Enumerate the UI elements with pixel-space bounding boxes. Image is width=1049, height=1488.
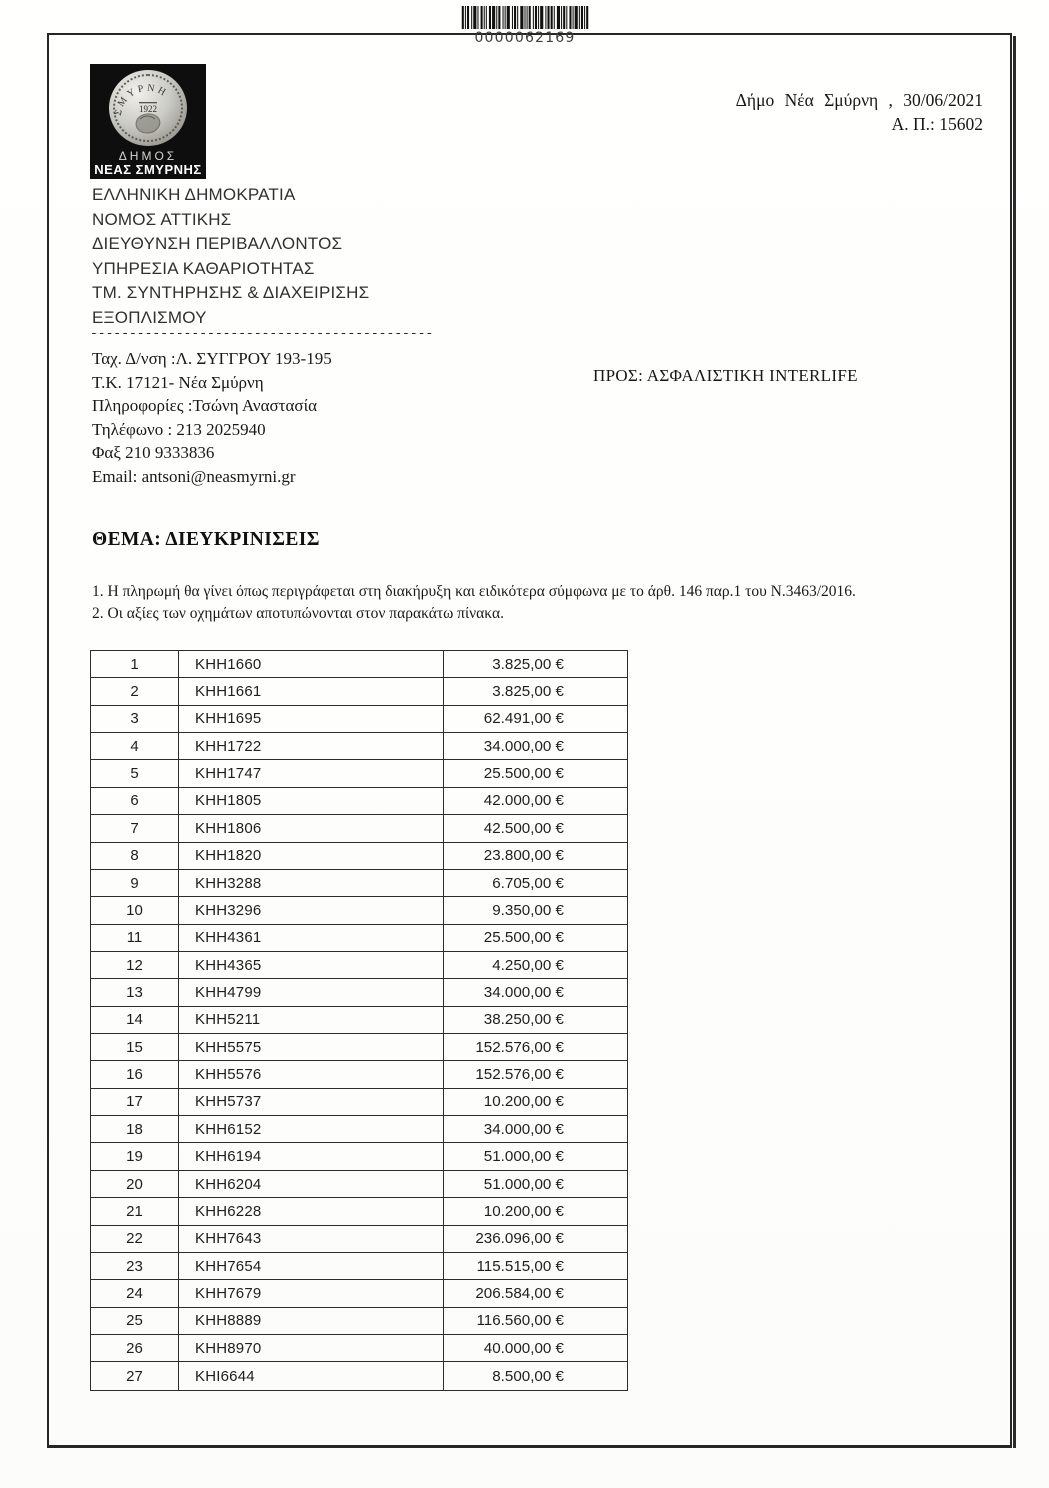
value-cell: 152.576,00 € bbox=[475, 1066, 564, 1084]
plate-cell: ΚΗΗ6194 bbox=[179, 1143, 444, 1169]
recipient-line: ΠΡΟΣ: ΑΣΦΑΛΙΣΤΙΚΗ INTERLIFE bbox=[593, 366, 858, 385]
row-number-cell: 3 bbox=[91, 706, 179, 732]
value-cell: 42.000,00 € bbox=[483, 792, 564, 810]
row-number-cell: 10 bbox=[91, 897, 179, 923]
value-cell: 3.825,00 € bbox=[492, 683, 564, 701]
barcode-graphic bbox=[461, 6, 589, 29]
value-cell: 116.560,00 € bbox=[476, 1312, 564, 1330]
value-cell: 42.500,00 € bbox=[483, 819, 564, 837]
value-cell: 40.000,00 € bbox=[483, 1339, 564, 1357]
table-row bbox=[91, 1280, 627, 1307]
plate-cell: ΚΗΗ6152 bbox=[179, 1116, 444, 1142]
department-line: ΝΟΜΟΣ ΑΤΤΙΚΗΣ bbox=[92, 209, 232, 229]
row-number-cell: 16 bbox=[91, 1061, 179, 1087]
plate-cell: ΚΗΗ8889 bbox=[179, 1308, 444, 1334]
contact-line: Email: antsoni@neasmyrni.gr bbox=[92, 466, 296, 486]
row-number-cell: 9 bbox=[91, 870, 179, 896]
table-row bbox=[91, 1171, 627, 1198]
protocol-number: Α. Π.: 15602 bbox=[891, 114, 983, 134]
plate-cell: ΚΗΗ1722 bbox=[179, 733, 444, 759]
table-row bbox=[91, 870, 627, 897]
page-scan-edge bbox=[1013, 36, 1016, 1448]
coin-year: 1922 bbox=[139, 104, 157, 114]
row-number-cell: 17 bbox=[91, 1089, 179, 1115]
table-row bbox=[91, 1089, 627, 1116]
row-number-cell: 20 bbox=[91, 1171, 179, 1197]
table-row bbox=[91, 760, 627, 787]
table-row bbox=[91, 678, 627, 705]
value-cell: 115.515,00 € bbox=[476, 1257, 564, 1275]
table-row bbox=[91, 843, 627, 870]
plate-cell: ΚΗΗ1747 bbox=[179, 760, 444, 786]
row-number-cell: 12 bbox=[91, 952, 179, 978]
plate-cell: ΚΗΗ4365 bbox=[179, 952, 444, 978]
table-row bbox=[91, 979, 627, 1006]
contact-line: Τηλέφωνο : 213 2025940 bbox=[92, 419, 266, 439]
department-line: ΥΠΗΡΕΣΙΑ ΚΑΘΑΡΙΟΤΗΤΑΣ bbox=[92, 258, 315, 278]
value-cell: 51.000,00 € bbox=[483, 1175, 564, 1193]
clarification-point: 2. Οι αξίες των οχημάτων αποτυπώνονται στον παρακάτω πίνακα. bbox=[92, 604, 504, 622]
row-number-cell: 8 bbox=[91, 843, 179, 869]
department-line: ΤΜ. ΣΥΝΤΗΡΗΣΗΣ & ΔΙΑΧΕΙΡΙΣΗΣ bbox=[92, 283, 370, 303]
contact-line: Πληροφορίες :Τσώνη Αναστασία bbox=[92, 396, 318, 416]
clarification-point: 1. Η πληρωμή θα γίνει όπως περιγράφεται στη διακήρυξη και ειδικότερα σύμφωνα με το άρθ. 146 παρ.1 του Ν.3463/2016. bbox=[92, 583, 856, 600]
plate-cell: ΚΗΗ7679 bbox=[179, 1280, 444, 1306]
plate-cell: ΚΗΗ4361 bbox=[179, 925, 444, 951]
department-block bbox=[92, 183, 369, 331]
date-line: Δήμο Νέα Σμύρνη , 30/06/2021 bbox=[735, 90, 983, 110]
value-cell: 23.800,00 € bbox=[483, 847, 564, 865]
table-row bbox=[91, 815, 627, 842]
row-number-cell: 6 bbox=[91, 788, 179, 814]
plate-cell: ΚΗΗ5737 bbox=[179, 1089, 444, 1115]
contact-line: Τ.Κ. 17121- Νέα Σμύρνη bbox=[92, 372, 264, 392]
plate-cell: ΚΗΗ1820 bbox=[179, 843, 444, 869]
value-cell: 62.491,00 € bbox=[483, 710, 564, 728]
row-number-cell: 5 bbox=[91, 760, 179, 786]
plate-cell: ΚΗΗ4799 bbox=[179, 979, 444, 1005]
row-number-cell: 2 bbox=[91, 678, 179, 704]
plate-cell: ΚΗΗ1660 bbox=[179, 651, 444, 677]
contact-line: Ταχ. Δ/νση :Λ. ΣΥΓΓΡΟΥ 193-195 bbox=[92, 349, 332, 368]
plate-cell: ΚΗΗ8970 bbox=[179, 1335, 444, 1361]
value-cell: 38.250,00 € bbox=[483, 1011, 564, 1029]
row-number-cell: 7 bbox=[91, 815, 179, 841]
value-cell: 4.250,00 € bbox=[492, 956, 564, 974]
logo-text-dimos: ΔΗΜΟΣ bbox=[118, 149, 178, 163]
table-row bbox=[91, 1007, 627, 1034]
plate-cell: ΚΗΗ5576 bbox=[179, 1061, 444, 1087]
municipality-logo bbox=[90, 64, 206, 179]
barcode-number: 0000062169 bbox=[474, 30, 576, 46]
value-cell: 34.000,00 € bbox=[483, 983, 564, 1001]
value-cell: 25.500,00 € bbox=[483, 765, 564, 783]
table-row bbox=[91, 651, 627, 678]
table-row bbox=[91, 733, 627, 760]
row-number-cell: 11 bbox=[91, 925, 179, 951]
plate-cell: ΚΗΗ1661 bbox=[179, 678, 444, 704]
plate-cell: ΚΗΗ7654 bbox=[179, 1253, 444, 1279]
vehicle-values-table bbox=[90, 650, 628, 1391]
subject-line: ΘΕΜΑ: ΔΙΕΥΚΡΙΝΙΣΕΙΣ bbox=[92, 529, 320, 550]
row-number-cell: 27 bbox=[91, 1362, 179, 1389]
value-cell: 34.000,00 € bbox=[483, 737, 564, 755]
plate-cell: ΚΗΗ5575 bbox=[179, 1034, 444, 1060]
date-protocol-block bbox=[736, 88, 983, 136]
contact-block bbox=[92, 347, 332, 489]
table-row bbox=[91, 1034, 627, 1061]
value-cell: 51.000,00 € bbox=[483, 1148, 564, 1166]
department-line: ΕΞΟΠΛΙΣΜΟΥ bbox=[92, 307, 207, 327]
table-row bbox=[91, 1226, 627, 1253]
value-cell: 206.584,00 € bbox=[475, 1284, 564, 1302]
plate-cell: ΚΗΗ7643 bbox=[179, 1226, 444, 1252]
row-number-cell: 22 bbox=[91, 1226, 179, 1252]
contact-line: Φαξ 210 9333836 bbox=[92, 443, 215, 463]
value-cell: 10.200,00 € bbox=[483, 1093, 564, 1111]
plate-cell: ΚΗΗ6204 bbox=[179, 1171, 444, 1197]
plate-cell: ΚΗΗ3296 bbox=[179, 897, 444, 923]
value-cell: 152.576,00 € bbox=[475, 1038, 564, 1056]
plate-cell: ΚΗΗ6228 bbox=[179, 1198, 444, 1224]
row-number-cell: 18 bbox=[91, 1116, 179, 1142]
value-cell: 6.705,00 € bbox=[492, 874, 564, 892]
table-row bbox=[91, 1308, 627, 1335]
dashed-separator: -------------------------------------------- bbox=[90, 326, 434, 341]
clarification-points bbox=[92, 581, 856, 625]
value-cell: 3.825,00 € bbox=[492, 655, 564, 673]
table-row bbox=[91, 925, 627, 952]
value-cell: 34.000,00 € bbox=[483, 1120, 564, 1138]
row-number-cell: 13 bbox=[91, 979, 179, 1005]
plate-cell: ΚΗΗ5211 bbox=[179, 1007, 444, 1033]
table-row bbox=[91, 897, 627, 924]
value-cell: 236.096,00 € bbox=[475, 1230, 564, 1248]
row-number-cell: 25 bbox=[91, 1308, 179, 1334]
table-row bbox=[91, 1116, 627, 1143]
table-row bbox=[91, 952, 627, 979]
logo-text-neas-smyrnis: ΝΕΑΣ ΣΜΥΡΝΗΣ bbox=[94, 162, 202, 177]
barcode bbox=[459, 6, 591, 46]
table-row bbox=[91, 1362, 627, 1389]
plate-cell: ΚΗΗ1806 bbox=[179, 815, 444, 841]
row-number-cell: 21 bbox=[91, 1198, 179, 1224]
coin-inscription: ΣΜΥΡΝΗ bbox=[112, 82, 171, 117]
plate-cell: ΚΗΙ6644 bbox=[179, 1362, 444, 1389]
row-number-cell: 26 bbox=[91, 1335, 179, 1361]
coin-engraving bbox=[109, 70, 187, 146]
row-number-cell: 19 bbox=[91, 1143, 179, 1169]
row-number-cell: 4 bbox=[91, 733, 179, 759]
table-row bbox=[91, 1198, 627, 1225]
value-cell: 8.500,00 € bbox=[492, 1367, 564, 1385]
table-row bbox=[91, 1253, 627, 1280]
row-number-cell: 15 bbox=[91, 1034, 179, 1060]
row-number-cell: 14 bbox=[91, 1007, 179, 1033]
value-cell: 25.500,00 € bbox=[483, 929, 564, 947]
table-row bbox=[91, 788, 627, 815]
table-row bbox=[91, 706, 627, 733]
table-row bbox=[91, 1061, 627, 1088]
logo-coin-emblem bbox=[109, 70, 187, 146]
table-row bbox=[91, 1143, 627, 1170]
row-number-cell: 1 bbox=[91, 651, 179, 677]
department-line: ΕΛΛΗΝΙΚΗ ΔΗΜΟΚΡΑΤΙΑ bbox=[92, 185, 296, 204]
plate-cell: ΚΗΗ1805 bbox=[179, 788, 444, 814]
department-line: ΔΙΕΥΘΥΝΣΗ ΠΕΡΙΒΑΛΛΟΝΤΟΣ bbox=[92, 234, 343, 254]
row-number-cell: 24 bbox=[91, 1280, 179, 1306]
plate-cell: ΚΗΗ1695 bbox=[179, 706, 444, 732]
value-cell: 10.200,00 € bbox=[483, 1202, 564, 1220]
row-number-cell: 23 bbox=[91, 1253, 179, 1279]
plate-cell: ΚΗΗ3288 bbox=[179, 870, 444, 896]
table-row bbox=[91, 1335, 627, 1362]
value-cell: 9.350,00 € bbox=[492, 901, 564, 919]
